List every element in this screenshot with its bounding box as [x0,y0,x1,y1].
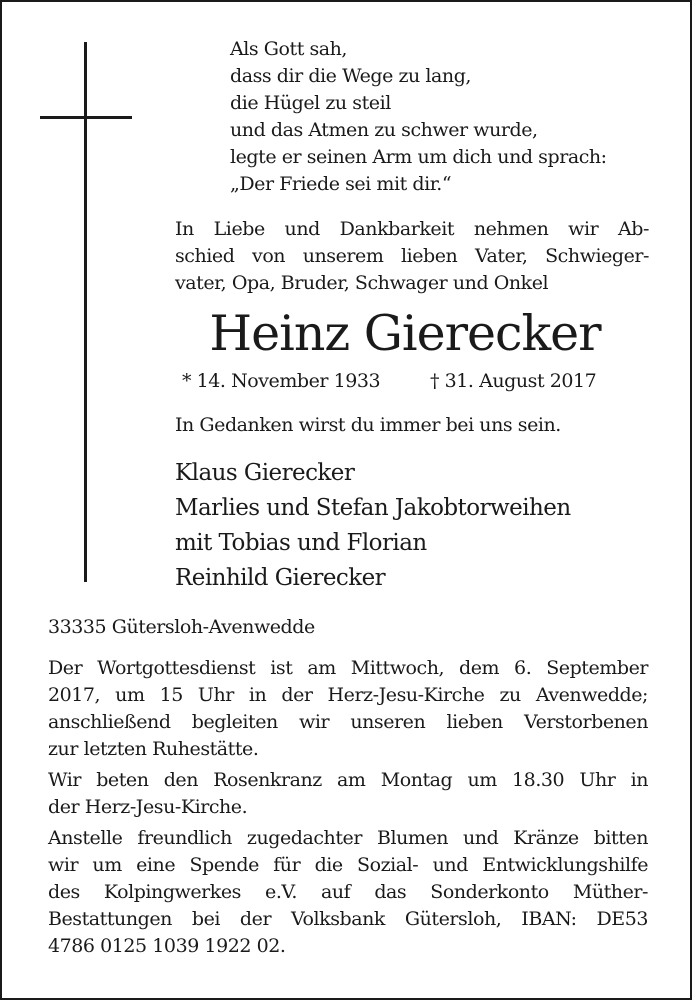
poem-line: „Der Friede sei mit dir.“ [230,173,452,195]
rosary-line: der Herz-Jesu-Kirche. [48,796,248,818]
poem [230,36,607,198]
address [48,614,648,641]
service-line: 2017, um 15 Uhr in der Herz-Jesu-Kirche zu Avenwedde; [48,684,648,706]
death-date: † 31. August 2017 [430,370,597,392]
poem-line: dass dir die Wege zu lang, [230,65,472,87]
mourners-list [175,456,571,596]
memorial-phrase: In Gedanken wirst du immer bei uns sein. [175,414,561,436]
address-line: 33335 Gütersloh-Avenwedde [48,616,315,638]
mourner: Reinhild Gierecker [175,565,386,591]
donation-line: Bestattungen bei der Volksbank Gütersloh, IBAN: DE53 [48,908,648,930]
mourner: Marlies und Stefan Jakobtorweihen [175,495,571,521]
intro-line: vater, Opa, Bruder, Schwager und Onkel [175,272,549,294]
service-info [48,655,648,763]
donation-info [48,825,648,960]
rosary-line: Wir beten den Rosenkranz am Montag um 18.30 Uhr in [48,769,648,791]
poem-line: Als Gott sah, [230,38,348,60]
birth-date: * 14. November 1933 [182,370,381,392]
intro-line: In Liebe und Dankbarkeit nehmen wir Ab- [175,218,649,240]
intro-line: schied von unserem lieben Vater, Schwieger- [175,245,649,267]
poem-line: legte er seinen Arm um dich und sprach: [230,146,607,168]
cross-icon-bar [40,116,132,119]
poem-line: und das Atmen zu schwer wurde, [230,119,538,141]
rosary-info [48,767,648,821]
service-line: Der Wortgottesdienst ist am Mittwoch, dem 6. September [48,657,648,679]
service-line: zur letzten Ruhestätte. [48,738,259,760]
donation-line: wir um eine Spende für die Sozial- und Entwicklungshilfe [48,854,648,876]
poem-line: die Hügel zu steil [230,92,391,114]
donation-line: 4786 0125 1039 1922 02. [48,935,286,957]
mourner: Klaus Gierecker [175,460,355,486]
donation-line: Anstelle freundlich zugedachter Blumen und Kränze bitten [48,827,648,849]
mourner: mit Tobias und Florian [175,530,427,556]
deceased-name: Heinz Gierecker [209,305,601,362]
farewell-intro [175,216,649,297]
service-line: anschließend begleiten wir unseren lieben Verstorbenen [48,711,648,733]
donation-line: des Kolpingwerkes e.V. auf das Sonderkonto Müther- [48,881,648,903]
